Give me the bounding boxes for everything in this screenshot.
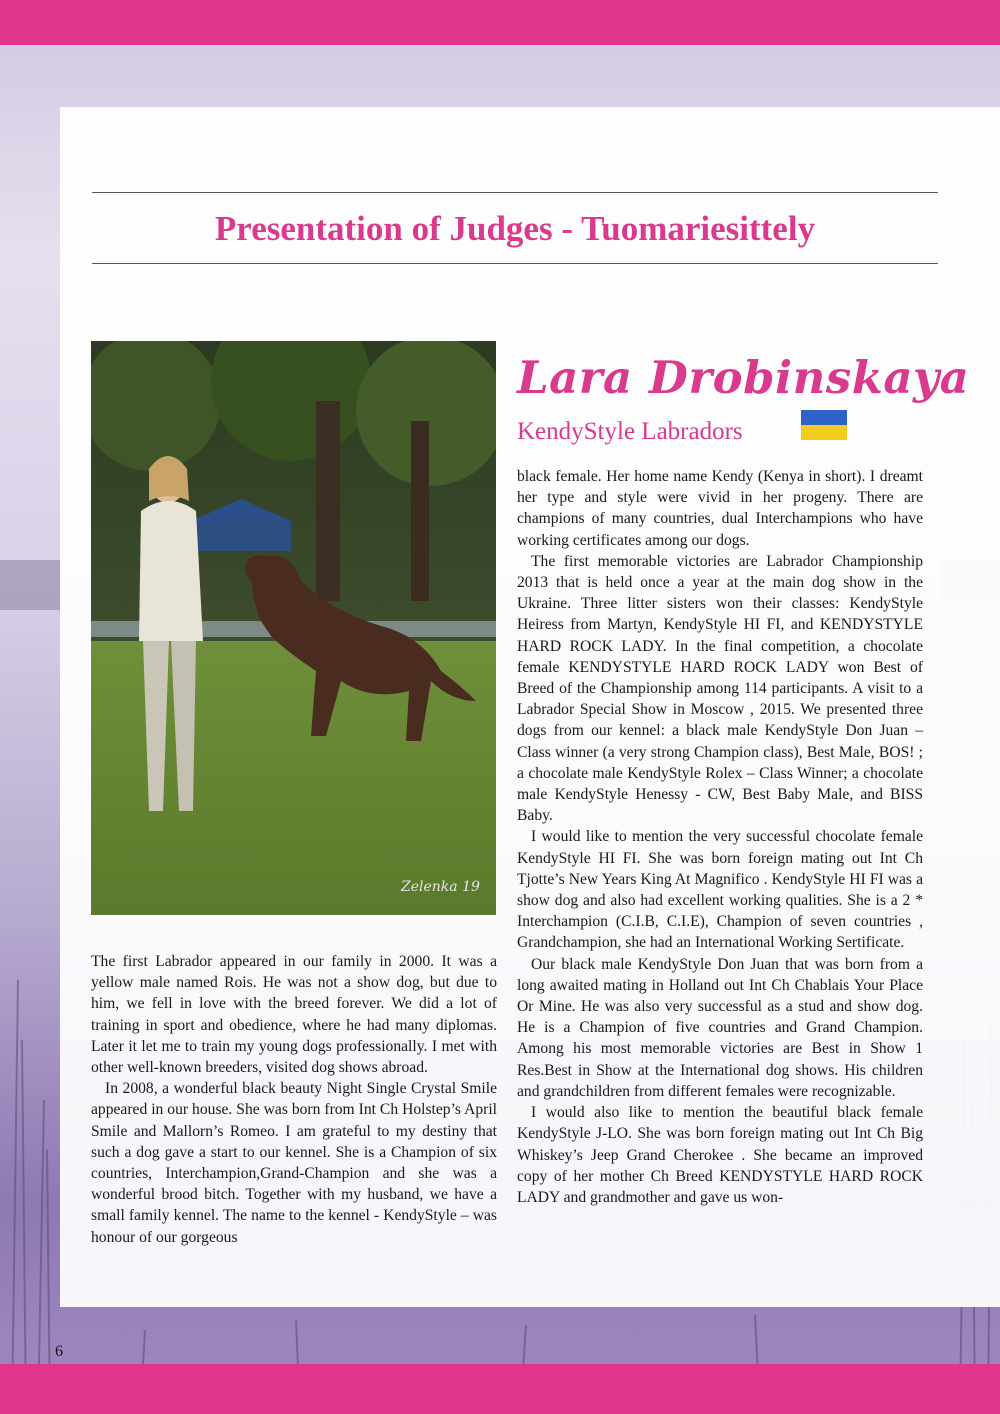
page-title: Presentation of Judges - Tuomariesittely (214, 209, 816, 248)
photo-signature: Zelenka 19 (401, 879, 480, 895)
header-rule-bottom (92, 263, 938, 264)
bottom-accent-bar (0, 1364, 1000, 1414)
ukraine-flag-icon (801, 410, 847, 440)
article-paragraph: The first memorable victories are Labrador Championship 2013 that is held once a year at the main dog show in the Ukraine. Three litter sisters won their classes: KendyStyle Heiress from Martyn, KendyStyle HI FI, and KENDYSTYLE HARD ROCK LADY. In the final competition, a chocolate female KENDYSTYLE HARD ROCK LADY won Best of Breed of the Championship among 114 participants. A visit to a Labrador Special Show in Moscow , 2015. We presented three dogs from our kennel: a black male KendyStyle Don Juan – Class winner (a very strong Champion class), Best Male, BOS! ; a chocolate male KendyStyle Rolex – Class Winner; a chocolate male KendyStyle Henessy - CW, Best Baby Male, and BISS Baby. (517, 552, 923, 825)
kennel-name: KendyStyle Labradors (517, 418, 743, 445)
header-rule-top (92, 192, 938, 193)
page-number: 6 (55, 1343, 63, 1360)
article-paragraph: black female. Her home name Kendy (Kenya in short). I dreamt her type and style were vivid in her progeny. There are champions of many countries, dual Interchampions who have working certificates among our dogs. (517, 468, 923, 549)
article-paragraph: The first Labrador appeared in our family in 2000. It was a yellow male named Rois. He was not a show dog, but due to him, we fell in love with the breed forever. We did a lot of training in sport and obedience, where he had many diplomas. Later it let me to train my young dogs professionally. I met with other well-known breeders, visited dog shows abroad. (91, 953, 497, 1077)
article-paragraph: I would also like to mention the beautiful black female KendyStyle J-LO. She was born foreign mating out Int Ch Big Whiskey’s Jeep Grand Cherokee . She became an improved copy of her mother Ch Breed KENDYSTYLE HARD ROCK LADY and grandmother and gave us won- (517, 1104, 923, 1206)
article-paragraph: I would like to mention the very successful chocolate female KendyStyle HI FI. She was born foreign mating out Int Ch Tjotte’s New Years King At Magnifico . KendyStyle HI FI was a show dog and also had excellent working qualities. She is a 2 * Interchampion (C.I.B, C.I.E), Champion of seven countries , Grandchampion, she had an International Working Sertificate. (517, 828, 923, 952)
judge-name: Lara Drobinskaya (517, 351, 970, 404)
article-paragraph: In 2008, a wonderful black beauty Night Single Crystal Smile appeared in our house. She was born from Int Ch Holstep’s April Smile and Mallorn’s Romeo. I am grateful to my destiny that such a dog gave a start to our kennel. She is a Champion of six countries, Interchampion,Grand-Champion and she was a wonderful brood bitch. Together with my husband, we have a small family kennel. The name to the kennel - KendyStyle – was honour of our gorgeous (91, 1080, 497, 1246)
judge-photo (91, 341, 496, 915)
article-paragraph: Our black male KendyStyle Don Juan that was born from a long awaited mating in Holland out Int Ch Chablais Your Place Or Mine. He was also very successful as a stud and show dog. He is a Champion of five countries and Grand Champion. Among his most memorable victories are Best in Show 1 Res.Best in Show at the International dog shows. His children and grandchildren from different females were recognizable. (517, 955, 923, 1100)
article-right-column (517, 466, 923, 1208)
article-left-column (91, 951, 497, 1248)
